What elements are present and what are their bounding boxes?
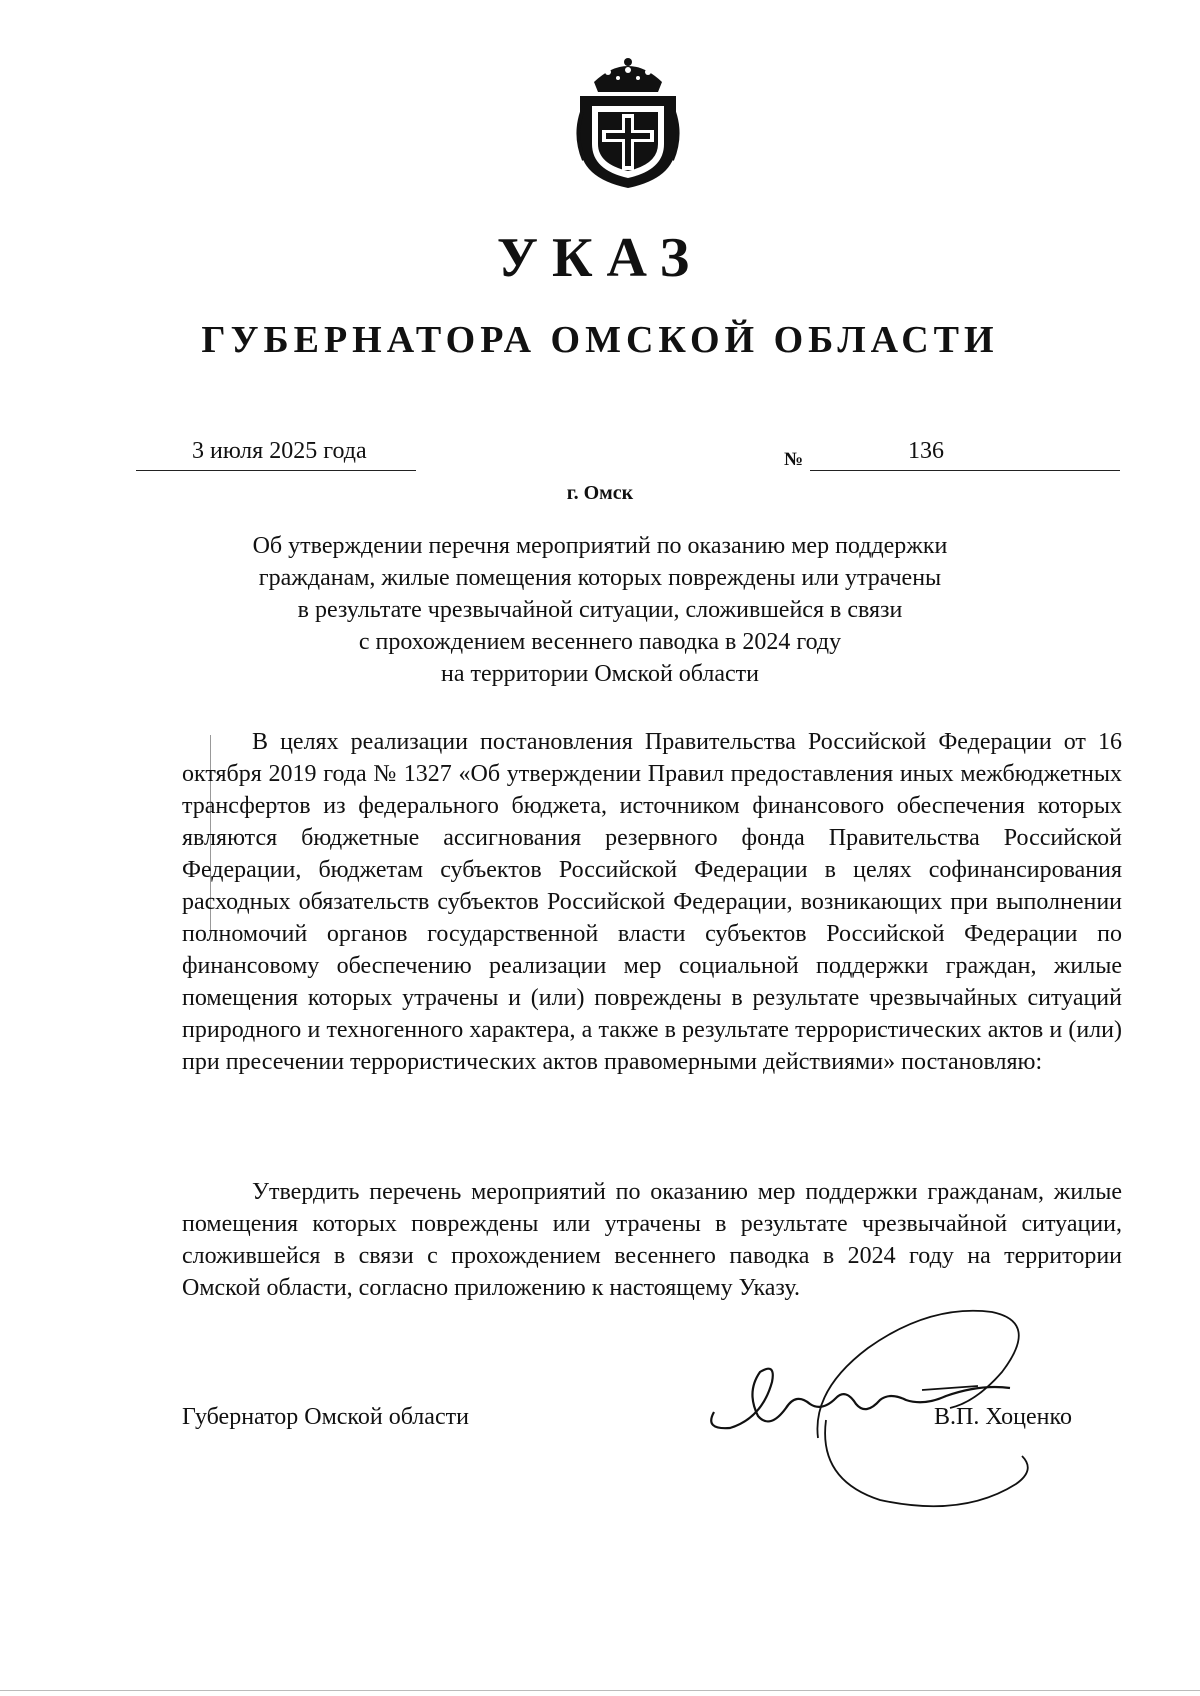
date-field <box>136 436 416 471</box>
document-subtitle: ГУБЕРНАТОРА ОМСКОЙ ОБЛАСТИ <box>201 319 999 361</box>
document-date: 3 июля 2025 года <box>192 438 367 464</box>
page-bottom-rule <box>0 1690 1200 1691</box>
subject-line: с прохождением весеннего паводка в 2024 году <box>358 629 842 655</box>
subject-line: на территории Омской области <box>440 661 760 687</box>
subject-line: гражданам, жилые помещения которых повреждены или утрачены <box>258 565 942 591</box>
signatory-name: В.П. Хоценко <box>934 1404 1072 1430</box>
number-field <box>810 436 1120 471</box>
body-paragraph-2: Утвердить перечень мероприятий по оказанию мер поддержки гражданам, жилые помещения которых повреждены или утрачены в результате чрезвычайной ситуации, сложившейся в связи с прохождением весеннего паводка в 2024 году на территории Омской области, согласно приложению к настоящему Указу. <box>182 1179 1122 1301</box>
document-subject <box>160 530 1040 690</box>
number-sign: № <box>784 449 804 470</box>
body-paragraph-1: В целях реализации постановления Правительства Российской Федерации от 16 октября 2019 года № 1327 «Об утверждении Правил предоставления иных межбюджетных трансфертов из федерального бюджета, источником финансового обеспечения которых являются бюджетные ассигнования резервного фонда Правительства Российской Федерации, бюджетам субъектов Российской Федерации в целях софинансирования расходных обязательств субъектов Российской Федерации, возникающих при выполнении полномочий органов государственной власти субъектов Российской Федерации по финансовому обеспечению реализации мер социальной поддержки граждан, жилые помещения которых утрачены и (или) повреждены в результате чрезвычайных ситуаций природного и техногенного характера, а также в результате террористических актов и (или) при пресечении террористических актов правомерными действиями» постановляю: <box>182 729 1122 1075</box>
signatory-position: Губернатор Омской области <box>182 1404 469 1430</box>
subject-line: Об утверждении перечня мероприятий по оказанию мер поддержки <box>252 533 948 559</box>
omsk-coat-of-arms-icon <box>572 52 684 190</box>
subject-line: в результате чрезвычайной ситуации, сложившейся в связи <box>297 597 903 623</box>
document-number: 136 <box>908 438 944 464</box>
city: г. Омск <box>566 482 634 504</box>
document-title: УКАЗ <box>496 227 704 289</box>
